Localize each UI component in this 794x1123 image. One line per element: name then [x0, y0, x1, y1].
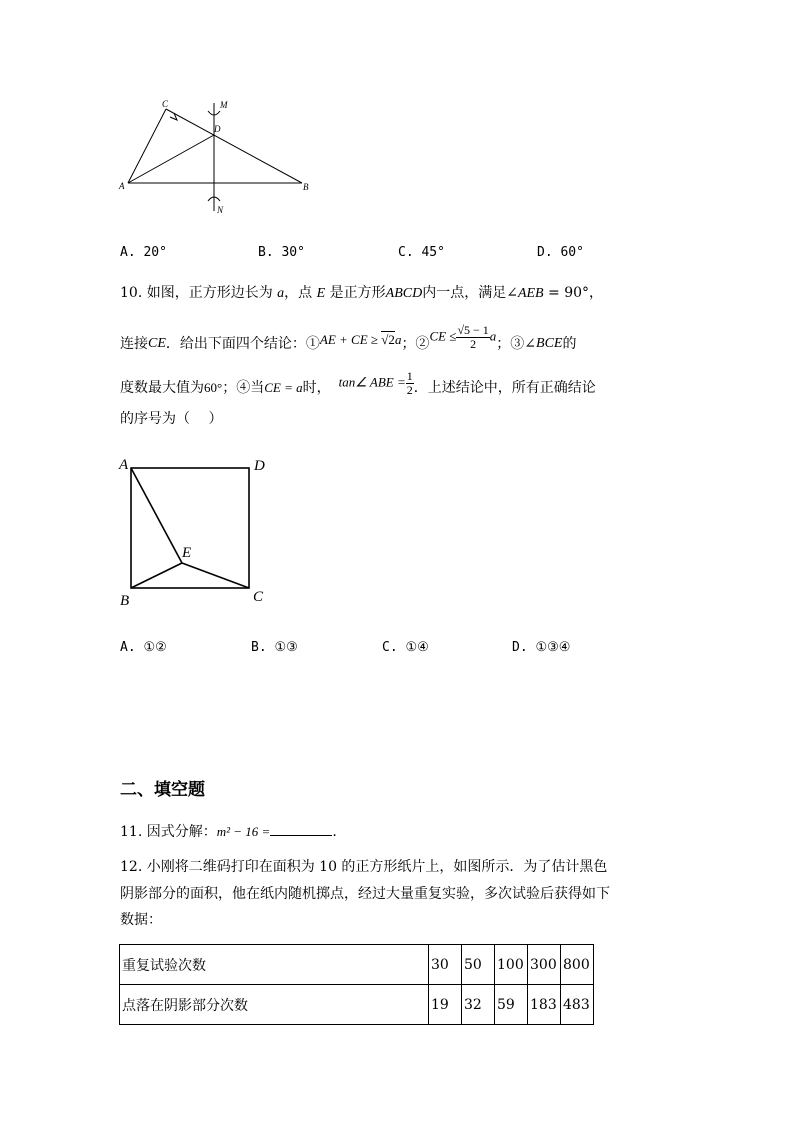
q11-expr: m² − 16 = — [216, 824, 271, 839]
row-label: 点落在阴影部分次数 — [120, 985, 429, 1025]
data-table — [119, 944, 594, 1025]
fraction-sqrt5: $\frac{√5 - 1}{2}$ — [457, 322, 489, 351]
label-b: B — [303, 182, 309, 192]
segment-ae — [131, 468, 182, 563]
square-figure — [115, 452, 280, 612]
segment-be — [131, 563, 182, 588]
table-cell: 30 — [429, 945, 462, 985]
label-d: D — [214, 124, 221, 134]
table-cell: 300 — [528, 945, 561, 985]
q10-line2: 连接 CE ．给出下面四个结论：① AE + CE ≥ √2a ；② CE ≤ $\frac{√5 - 1}{2}$ a ；③∠ BCE 的 — [120, 322, 577, 352]
segment-ad — [128, 135, 214, 183]
label-m: M — [220, 100, 228, 110]
label-a: A — [119, 181, 125, 191]
q10-line3: 度数最大值为 60° ；④当 CE = a 时， tan∠ ABE = $\frac{1}{2}$ ．上述结论中，所有正确结论 — [120, 368, 596, 397]
q10-line1: 10. 如图，正方形边长为 a，点 E 是正方形ABCD内一点，满足∠AEB = 90°， — [120, 285, 604, 301]
q10-option-a[interactable]: A. ①② — [120, 640, 167, 655]
square-abcd — [131, 468, 249, 588]
q10-option-d[interactable]: D. ①③④ — [512, 640, 571, 655]
section-title: 二、填空题 — [120, 780, 205, 800]
table-cell: 100 — [495, 945, 528, 985]
conclusion4-expr: tan∠ ABE = $\frac{1}{2}$ — [338, 368, 413, 397]
table-row — [120, 985, 594, 1025]
table-cell: 183 — [528, 985, 561, 1025]
table-cell: 483 — [561, 985, 594, 1025]
q10-option-c[interactable]: C. ①④ — [382, 640, 429, 655]
q9-option-b[interactable]: B. 30° — [258, 245, 305, 260]
q11: 11. 因式分解：m² − 16 = . — [120, 821, 337, 842]
table-cell: 50 — [462, 945, 495, 985]
q10-line4: 的序号为（ ） — [120, 411, 223, 427]
table-cell: 59 — [495, 985, 528, 1025]
conclusion1-expr: AE + CE ≥ √2a — [319, 332, 402, 347]
conclusion2-expr: CE ≤ $\frac{√5 - 1}{2}$ a — [429, 322, 497, 351]
label-d: D — [254, 458, 265, 474]
answer-blank[interactable] — [270, 821, 332, 836]
segment-cb — [166, 109, 302, 183]
label-n: N — [217, 205, 224, 215]
table-cell: 32 — [462, 985, 495, 1025]
label-c: C — [253, 589, 264, 605]
table-cell: 800 — [561, 945, 594, 985]
table-row — [120, 945, 594, 985]
row-label: 重复试验次数 — [120, 945, 429, 985]
q12-line3: 数据： — [120, 912, 162, 928]
table-cell: 19 — [429, 985, 462, 1025]
label-e: E — [182, 545, 192, 561]
q9-option-a[interactable]: A. 20° — [120, 245, 167, 260]
q9-option-c[interactable]: C. 45° — [398, 245, 445, 260]
label-c: C — [162, 99, 169, 109]
label-a: A — [119, 457, 129, 473]
q10-option-b[interactable]: B. ①③ — [251, 640, 298, 655]
q12-line2: 阴影部分的面积，他在纸内随机掷点，经过大量重复实验，多次试验后获得如下 — [120, 886, 610, 902]
triangle-figure — [110, 95, 330, 220]
q12-line1: 12. 小刚将二维码打印在面积为 10 的正方形纸片上，如图所示．为了估计黑色 — [120, 859, 608, 875]
fraction-half: $\frac{1}{2}$ — [406, 368, 413, 397]
segment-ce — [182, 563, 249, 588]
label-b: B — [120, 593, 130, 609]
q9-option-d[interactable]: D. 60° — [537, 245, 584, 260]
